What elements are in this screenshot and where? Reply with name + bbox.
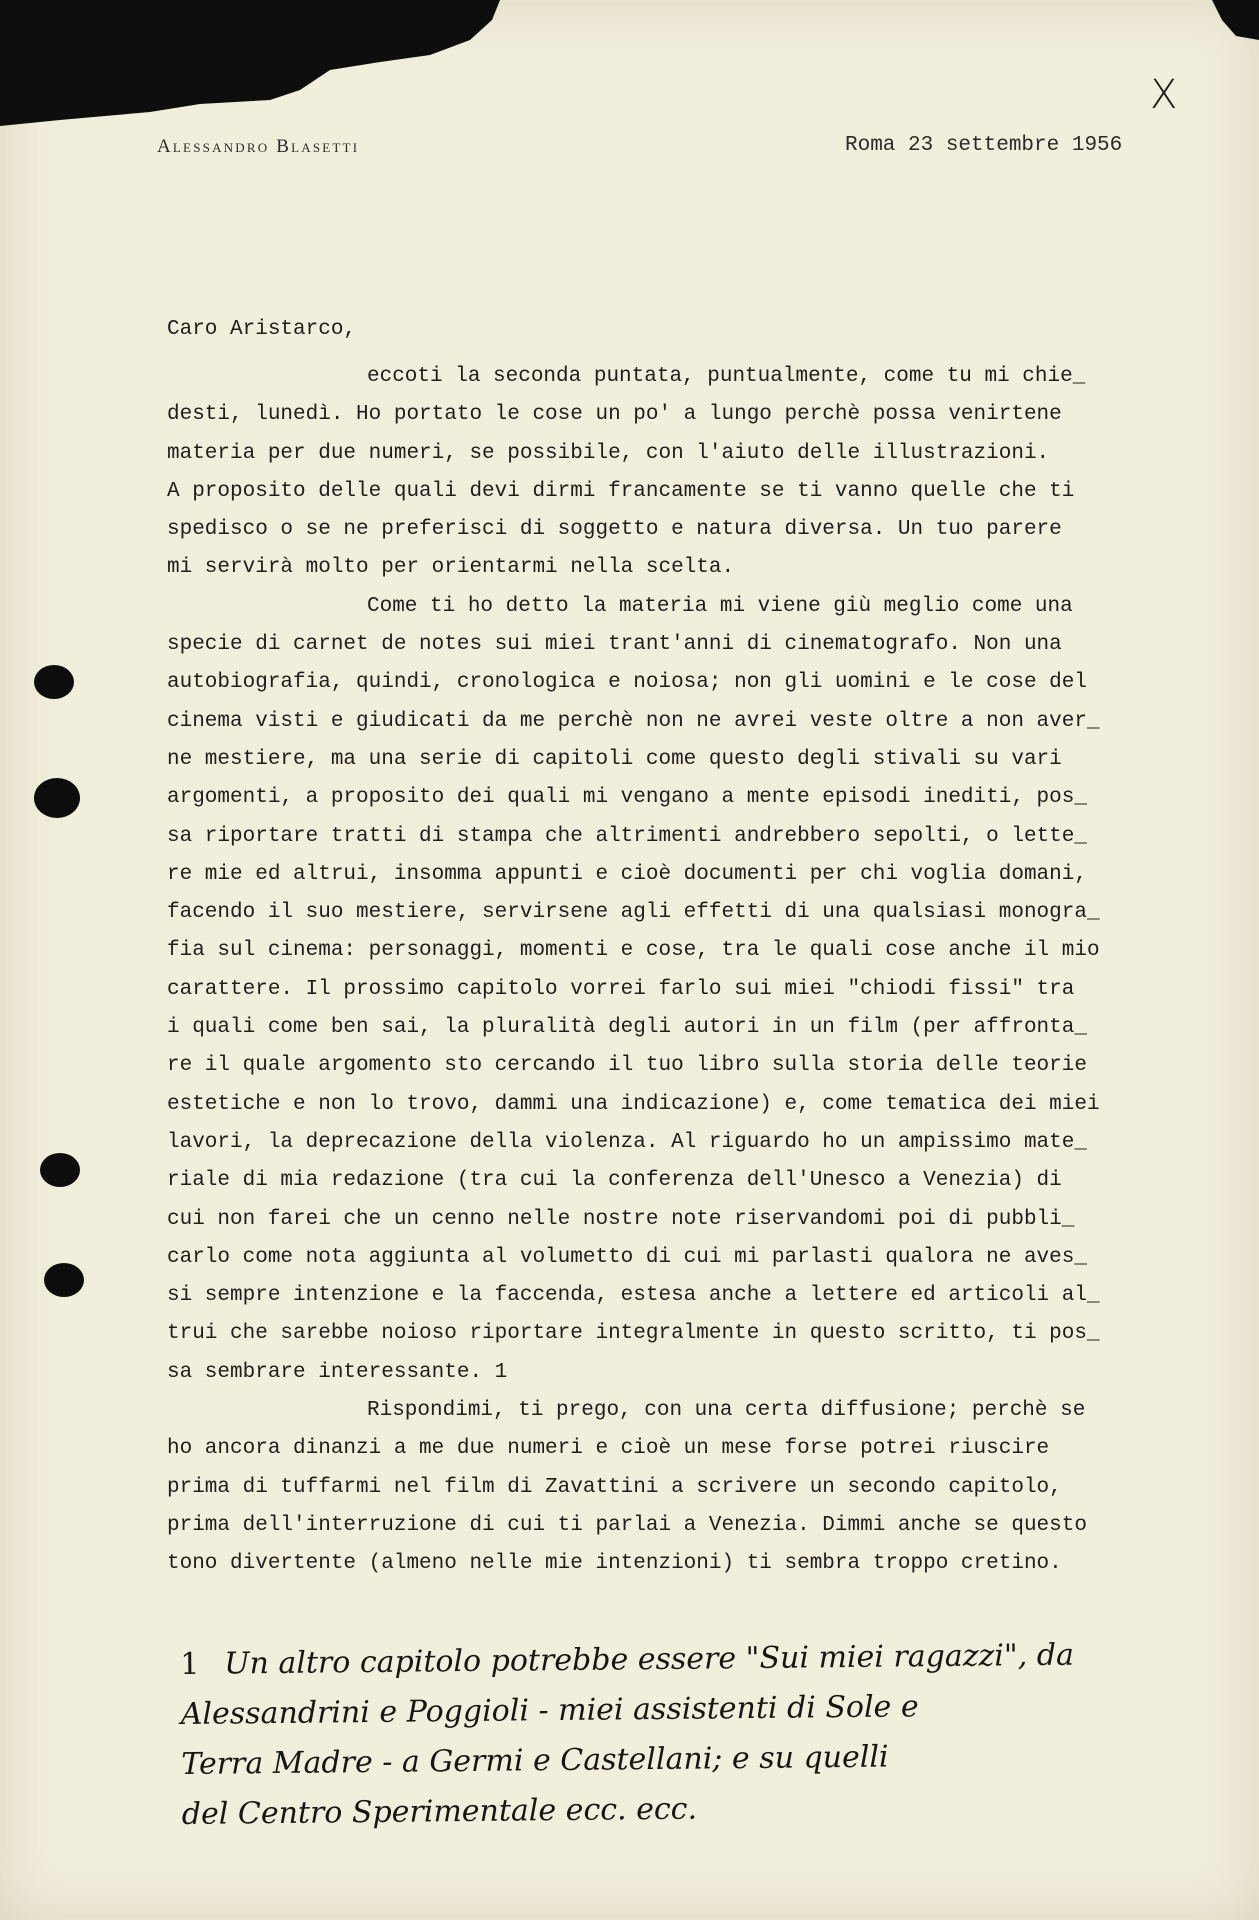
text-line: sa riportare tratti di stampa che altrimenti andrebbero sepolti, o lette_: [167, 824, 1087, 848]
corner-mark: X: [1150, 72, 1178, 118]
punch-hole: [40, 1153, 80, 1187]
text-line: argomenti, a proposito dei quali mi vengano a mente episodi inediti, pos_: [167, 786, 1087, 810]
text-line: tono divertente (almeno nelle mie intenzioni) ti sembra troppo cretino.: [167, 1552, 1062, 1576]
dateline: Roma 23 settembre 1956: [845, 134, 1123, 157]
text-line: prima di tuffarmi nel film di Zavattini a scrivere un secondo capitolo,: [167, 1475, 1062, 1499]
letterhead: Alessandro Blasetti: [157, 136, 360, 157]
text-line: spedisco o se ne preferisci di soggetto e natura diversa. Un tuo parere: [167, 518, 1062, 542]
text-line: ho ancora dinanzi a me due numeri e cioè un mese forse potrei riuscire: [167, 1437, 1050, 1461]
footnote-line: Un altro capitolo potrebbe essere "Sui miei ragazzi", da: [224, 1637, 1075, 1682]
text-line: trui che sarebbe noioso riportare integralmente in questo scritto, ti pos_: [167, 1322, 1100, 1346]
text-line: estetiche e non lo trovo, dammi una indicazione) e, come tematica dei miei: [167, 1092, 1100, 1116]
footnote-line: Terra Madre - a Germi e Castellani; e su quelli: [181, 1739, 889, 1782]
text-line: sa sembrare interessante. 1: [167, 1360, 508, 1384]
text-line: prima dell'interruzione di cui ti parlai a Venezia. Dimmi anche se questo: [167, 1513, 1087, 1537]
text-line: eccoti la seconda puntata, puntualmente, come tu mi chie_: [367, 365, 1086, 388]
punch-hole: [34, 665, 74, 699]
text-line: carlo come nota aggiunta al volumetto di cui mi parlasti qualora ne aves_: [167, 1245, 1087, 1269]
text-line: carattere. Il prossimo capitolo vorrei farlo sui miei "chiodi fissi" tra: [167, 977, 1075, 1001]
punch-hole: [34, 778, 80, 818]
salutation: Caro Aristarco,: [167, 318, 357, 341]
text-line: A proposito delle quali devi dirmi francamente se ti vanno quelle che ti: [167, 479, 1075, 503]
text-line: desti, lunedì. Ho portato le cose un po' a lungo perchè possa venirtene: [167, 403, 1062, 427]
text-line: re il quale argomento sto cercando il tuo libro sulla storia delle teorie: [167, 1054, 1087, 1078]
text-line: ne mestiere, ma una serie di capitoli come questo degli stivali su vari: [167, 747, 1062, 771]
text-line: Rispondimi, ti prego, con una certa diffusione; perchè se: [367, 1399, 1086, 1423]
letter-body: [167, 358, 1167, 1584]
text-line: specie di carnet de notes sui miei trant'anni di cinematografo. Non una: [167, 633, 1062, 657]
footnote-number: 1: [180, 1646, 200, 1682]
text-line: autobiografia, quindi, cronologica e noiosa; non gli uomini e le cose del: [167, 671, 1087, 695]
text-line: lavori, la deprecazione della violenza. Al riguardo ho un ampissimo mate_: [167, 1130, 1087, 1154]
text-line: materia per due numeri, se possibile, con l'aiuto delle illustrazioni.: [167, 441, 1050, 465]
text-line: fia sul cinema: personaggi, momenti e cose, tra le quali cose anche il mio: [167, 939, 1100, 963]
torn-paper-edge: [0, 0, 1259, 190]
text-line: re mie ed altrui, insomma appunti e cioè documenti per chi voglia domani,: [167, 862, 1087, 886]
footnote-line: del Centro Sperimentale ecc. ecc.: [181, 1791, 698, 1832]
text-line: mi servirà molto per orientarmi nella scelta.: [167, 556, 735, 580]
text-line: Come ti ho detto la materia mi viene giù meglio come una: [367, 594, 1073, 618]
footnote-line: Alessandrini e Poggioli - miei assistenti di Sole e: [180, 1689, 919, 1732]
text-line: si sempre intenzione e la faccenda, estesa anche a lettere ed articoli al_: [167, 1284, 1100, 1308]
punch-hole: [44, 1263, 84, 1297]
text-line: cinema visti e giudicati da me perchè non ne avrei veste oltre a non aver_: [167, 709, 1100, 733]
text-line: riale di mia redazione (tra cui la conferenza dell'Unesco a Venezia) di: [167, 1169, 1062, 1193]
text-line: facendo il suo mestiere, servirsene agli effetti di una qualsiasi monogra_: [167, 901, 1100, 925]
handwritten-footnote: [180, 1630, 1182, 1840]
text-line: cui non farei che un cenno nelle nostre note riservandomi poi di pubbli_: [167, 1207, 1075, 1231]
text-line: i quali come ben sai, la pluralità degli autori in un film (per affronta_: [167, 1016, 1087, 1040]
